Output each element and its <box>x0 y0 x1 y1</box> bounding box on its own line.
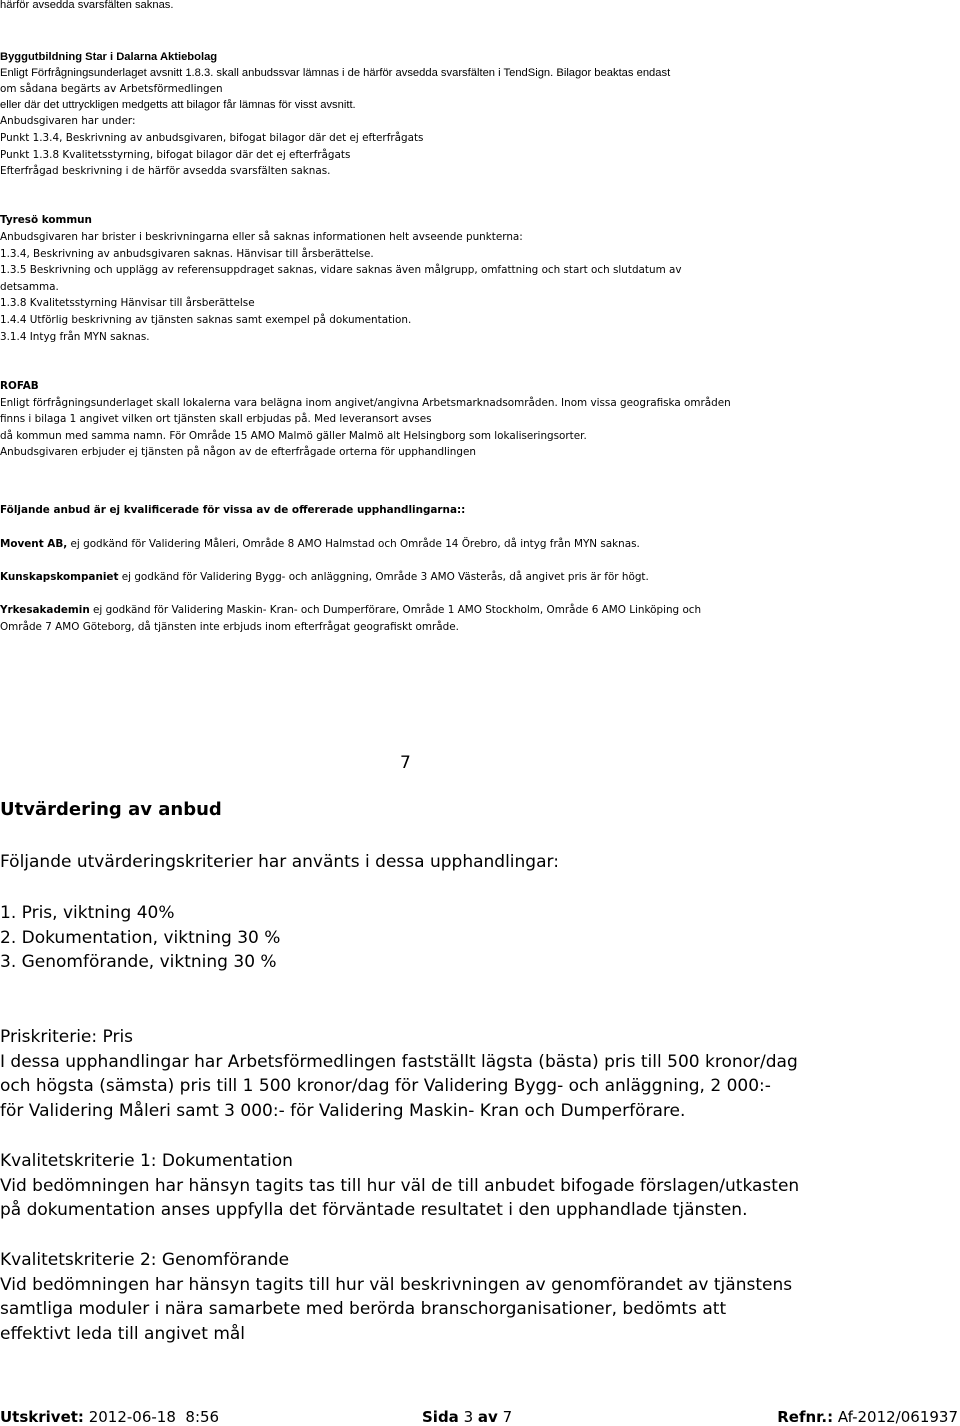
rejection-line: 1.3.8 Kvalitetsstyrning Hänvisar till årsberättelse <box>0 297 255 309</box>
rejection-line: 1.4.4 Utförlig beskrivning av tjänsten saknas samt exempel på dokumentation. <box>0 314 412 326</box>
criteria-item: 3. Genomförande, viktning 30 % <box>0 952 277 972</box>
paragraph-line: för Validering Måleri samt 3 000:- för Validering Maskin- Kran och Dumperförare. <box>0 1101 686 1121</box>
continued-text: härför avsedda svarsfälten saknas. <box>0 0 174 11</box>
reference-number <box>777 1409 958 1426</box>
price-criterion-heading: Priskriterie: Pris <box>0 1027 134 1047</box>
not-qualified-item <box>0 569 649 585</box>
printed-value: 2012-06-18 8:56 <box>88 1408 220 1426</box>
rejection-line: Anbudsgivaren har under: <box>0 115 136 127</box>
bidder-reason-continued: Område 7 AMO Göteborg, då tjänsten inte erbjuds inom efterfrågat geografiskt område. <box>0 621 459 633</box>
rejection-line: Punkt 1.3.8 Kvalitetsstyrning, bifogat bilagor där det ej efterfrågats <box>0 149 351 161</box>
rejection-line: finns i bilaga 1 angivet vilken ort tjänsten skall erbjudas på. Med leveransort avses <box>0 413 432 425</box>
rejection-line: detsamma. <box>0 281 59 293</box>
rejection-heading: Tyresö kommun <box>0 214 92 226</box>
page-of: av <box>477 1408 498 1426</box>
rejection-line: Efterfrågad beskrivning i de härför avsedda svarsfälten saknas. <box>0 165 331 177</box>
paragraph-line: samtliga moduler i nära samarbete med berörda branschorganisationer, bedömts att <box>0 1299 727 1319</box>
paragraph-line: Vid bedömningen har hänsyn tagits tas till hur väl de till anbudet bifogade förslagen/utkasten <box>0 1176 800 1196</box>
rejection-line: Enligt Förfrågningsunderlaget avsnitt 1.8.3. skall anbudssvar lämnas i de härför avsedda svarsfälten i TendSign. Bilagor beaktas endast <box>0 67 671 79</box>
paragraph-line: I dessa upphandlingar har Arbetsförmedlingen fastställt lägsta (bästa) pris till 500 kronor/dag <box>0 1052 798 1072</box>
rejection-heading: Byggutbildning Star i Dalarna Aktiebolag <box>0 51 218 63</box>
rejection-line: eller där det uttryckligen medgetts att bilagor får lämnas för visst avsnitt. <box>0 99 356 111</box>
page-current: 3 <box>463 1408 474 1426</box>
ref-value: Af-2012/061937 <box>837 1408 958 1426</box>
paragraph-line: på dokumentation anses uppfylla det förväntade resultatet i den upphandlade tjänsten. <box>0 1200 748 1220</box>
not-qualified-heading: Följande anbud är ej kvalificerade för vissa av de offererade upphandlingarna:: <box>0 504 466 516</box>
rejection-heading: ROFAB <box>0 380 39 392</box>
quality-criterion-heading: Kvalitetskriterie 2: Genomförande <box>0 1250 290 1270</box>
page-number <box>422 1409 512 1426</box>
rejection-line: 1.3.5 Beskrivning och upplägg av referensuppdraget saknas, vidare saknas även målgrupp, omfattning och start och slutdatum av <box>0 264 682 276</box>
section-intro: Följande utvärderingskriterier har använts i dessa upphandlingar: <box>0 852 559 872</box>
bidder-name: Kunskapskompaniet <box>0 571 119 583</box>
quality-criterion-heading: Kvalitetskriterie 1: Dokumentation <box>0 1151 293 1171</box>
rejection-line: Enligt förfrågningsunderlaget skall lokalerna vara belägna inom angivet/angivna Arbetsmarknadsområden. Inom vissa geografiska områden <box>0 397 731 409</box>
criteria-item: 2. Dokumentation, viktning 30 % <box>0 928 281 948</box>
ref-label: Refnr.: <box>777 1408 834 1426</box>
paragraph-line: och högsta (sämsta) pris till 1 500 kronor/dag för Validering Bygg- och anläggning, 2 000:- <box>0 1076 771 1096</box>
rejection-line: 3.1.4 Intyg från MYN saknas. <box>0 331 150 343</box>
section-number: 7 <box>400 753 411 773</box>
paragraph-line: Vid bedömningen har hänsyn tagits till hur väl beskrivningen av genomförandet av tjänstens <box>0 1275 793 1295</box>
rejection-line: Anbudsgivaren erbjuder ej tjänsten på någon av de efterfrågade orterna för upphandlingen <box>0 446 476 458</box>
rejection-line: då kommun med samma namn. För Område 15 AMO Malmö gäller Malmö alt Helsingborg som lokaliseringsorter. <box>0 430 587 442</box>
rejection-line: Punkt 1.3.4, Beskrivning av anbudsgivaren, bifogat bilagor där det ej efterfrågats <box>0 132 424 144</box>
bidder-name: Yrkesakademin <box>0 604 90 616</box>
bidder-reason: ej godkänd för Validering Måleri, Område 8 AMO Halmstad och Område 14 Örebro, då intyg från MYN saknas. <box>70 538 640 550</box>
rejection-line: om sådana begärts av Arbetsförmedlingen <box>0 83 223 95</box>
bidder-reason: ej godkänd för Validering Maskin- Kran- och Dumperförare, Område 1 AMO Stockholm, Område 6 AMO Linköping och <box>93 604 702 616</box>
rejection-line: Anbudsgivaren har brister i beskrivningarna eller så saknas informationen helt avseende punkterna: <box>0 231 523 243</box>
bidder-reason: ej godkänd för Validering Bygg- och anläggning, Område 3 AMO Västerås, då angivet pris är för högt. <box>121 571 649 583</box>
page-footer <box>0 1409 960 1426</box>
section-title: Utvärdering av anbud <box>0 799 222 820</box>
not-qualified-item <box>0 536 640 552</box>
not-qualified-item <box>0 602 701 618</box>
bidder-name: Movent AB, <box>0 538 68 550</box>
criteria-item: 1. Pris, viktning 40% <box>0 903 175 923</box>
paragraph-line: effektivt leda till angivet mål <box>0 1324 246 1344</box>
page-total: 7 <box>502 1408 513 1426</box>
printed-info <box>0 1409 219 1426</box>
page-label: Sida <box>422 1408 459 1426</box>
rejection-line: 1.3.4, Beskrivning av anbudsgivaren saknas. Hänvisar till årsberättelse. <box>0 248 374 260</box>
printed-label: Utskrivet: <box>0 1408 84 1426</box>
